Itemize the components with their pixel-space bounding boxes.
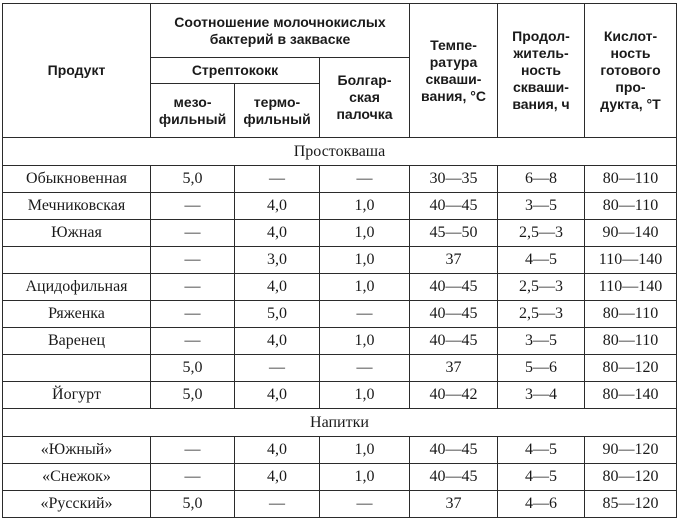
bulgarian-bacillus-cell: 1,0: [320, 220, 410, 247]
table-row: [3, 247, 677, 274]
product-cell: [3, 247, 151, 274]
table-row: [3, 301, 677, 328]
header-duration: Продол- житель- ность скваши- вания, ч: [498, 4, 585, 138]
thermophilic-cell: 4,0: [235, 193, 320, 220]
header-temperature: Темпе- ратура скваши- вания, °С: [410, 4, 498, 138]
acidity-cell: 80—140: [585, 382, 677, 409]
duration-cell: 2,5—3: [498, 220, 585, 247]
table-row: [3, 382, 677, 409]
temperature-cell: 37: [410, 491, 498, 518]
product-cell: Варенец: [3, 328, 151, 355]
product-cell: Южная: [3, 220, 151, 247]
product-cell: [3, 355, 151, 382]
product-cell: «Русский»: [3, 491, 151, 518]
acidity-cell: 90—120: [585, 437, 677, 464]
header-mesophilic: мезо- фильный: [151, 84, 235, 138]
acidity-cell: 80—120: [585, 464, 677, 491]
bulgarian-bacillus-cell: —: [320, 491, 410, 518]
acidity-cell: 85—120: [585, 491, 677, 518]
mesophilic-cell: —: [151, 328, 235, 355]
bulgarian-bacillus-cell: 1,0: [320, 382, 410, 409]
section-row: [3, 138, 677, 166]
product-cell: Йогурт: [3, 382, 151, 409]
thermophilic-cell: 3,0: [235, 247, 320, 274]
thermophilic-cell: —: [235, 166, 320, 193]
thermophilic-cell: 4,0: [235, 437, 320, 464]
table-row: [3, 355, 677, 382]
mesophilic-cell: 5,0: [151, 491, 235, 518]
fermentation-table: [2, 3, 677, 518]
temperature-cell: 45—50: [410, 220, 498, 247]
header-streptococcus: Стрептококк: [151, 58, 320, 84]
mesophilic-cell: —: [151, 464, 235, 491]
duration-cell: 4—6: [498, 491, 585, 518]
product-cell: Ряженка: [3, 301, 151, 328]
mesophilic-cell: 5,0: [151, 166, 235, 193]
thermophilic-cell: 5,0: [235, 301, 320, 328]
temperature-cell: 40—42: [410, 382, 498, 409]
duration-cell: 4—5: [498, 247, 585, 274]
duration-cell: 4—5: [498, 464, 585, 491]
mesophilic-cell: —: [151, 274, 235, 301]
acidity-cell: 110—140: [585, 274, 677, 301]
acidity-cell: 80—110: [585, 166, 677, 193]
product-cell: «Снежок»: [3, 464, 151, 491]
duration-cell: 2,5—3: [498, 301, 585, 328]
thermophilic-cell: —: [235, 491, 320, 518]
table-container: [2, 3, 676, 518]
table-row: [3, 464, 677, 491]
table-header: [3, 4, 677, 138]
table-row: [3, 274, 677, 301]
section-row: [3, 409, 677, 437]
header-bulgarian-bacillus: Болгар- ская палочка: [320, 58, 410, 138]
acidity-cell: 90—140: [585, 220, 677, 247]
section-title: Напитки: [3, 409, 677, 437]
mesophilic-cell: —: [151, 437, 235, 464]
thermophilic-cell: 4,0: [235, 274, 320, 301]
duration-cell: 5—6: [498, 355, 585, 382]
bulgarian-bacillus-cell: 1,0: [320, 193, 410, 220]
temperature-cell: 37: [410, 355, 498, 382]
acidity-cell: 80—110: [585, 193, 677, 220]
duration-cell: 3—5: [498, 193, 585, 220]
table-body: [3, 138, 677, 518]
table-row: [3, 220, 677, 247]
bulgarian-bacillus-cell: —: [320, 355, 410, 382]
mesophilic-cell: —: [151, 247, 235, 274]
thermophilic-cell: 4,0: [235, 464, 320, 491]
thermophilic-cell: 4,0: [235, 382, 320, 409]
header-thermophilic: термо- фильный: [235, 84, 320, 138]
mesophilic-cell: 5,0: [151, 382, 235, 409]
thermophilic-cell: —: [235, 355, 320, 382]
mesophilic-cell: —: [151, 301, 235, 328]
mesophilic-cell: —: [151, 193, 235, 220]
bulgarian-bacillus-cell: 1,0: [320, 437, 410, 464]
mesophilic-cell: —: [151, 220, 235, 247]
table-row: [3, 193, 677, 220]
temperature-cell: 37: [410, 247, 498, 274]
header-acidity: Кислот- ность готового про- дукта, °Т: [585, 4, 677, 138]
thermophilic-cell: 4,0: [235, 328, 320, 355]
bulgarian-bacillus-cell: 1,0: [320, 328, 410, 355]
temperature-cell: 30—35: [410, 166, 498, 193]
header-product: Продукт: [3, 4, 151, 138]
table-row: [3, 437, 677, 464]
duration-cell: 3—5: [498, 328, 585, 355]
temperature-cell: 40—45: [410, 464, 498, 491]
acidity-cell: 110—140: [585, 247, 677, 274]
product-cell: Обыкновенная: [3, 166, 151, 193]
duration-cell: 3—4: [498, 382, 585, 409]
table-row: [3, 328, 677, 355]
bulgarian-bacillus-cell: 1,0: [320, 247, 410, 274]
product-cell: Мечниковская: [3, 193, 151, 220]
header-bacteria-ratio: Соотношение молочнокислых бактерий в закваске: [151, 4, 410, 58]
duration-cell: 6—8: [498, 166, 585, 193]
duration-cell: 2,5—3: [498, 274, 585, 301]
temperature-cell: 40—45: [410, 274, 498, 301]
acidity-cell: 80—110: [585, 328, 677, 355]
mesophilic-cell: 5,0: [151, 355, 235, 382]
bulgarian-bacillus-cell: 1,0: [320, 274, 410, 301]
bulgarian-bacillus-cell: —: [320, 301, 410, 328]
bulgarian-bacillus-cell: 1,0: [320, 464, 410, 491]
product-cell: Ацидофильная: [3, 274, 151, 301]
product-cell: «Южный»: [3, 437, 151, 464]
acidity-cell: 80—110: [585, 301, 677, 328]
temperature-cell: 40—45: [410, 193, 498, 220]
temperature-cell: 40—45: [410, 328, 498, 355]
temperature-cell: 40—45: [410, 437, 498, 464]
bulgarian-bacillus-cell: —: [320, 166, 410, 193]
section-title: Простокваша: [3, 138, 677, 166]
thermophilic-cell: 4,0: [235, 220, 320, 247]
temperature-cell: 40—45: [410, 301, 498, 328]
table-row: [3, 491, 677, 518]
table-row: [3, 166, 677, 193]
acidity-cell: 80—120: [585, 355, 677, 382]
duration-cell: 4—5: [498, 437, 585, 464]
